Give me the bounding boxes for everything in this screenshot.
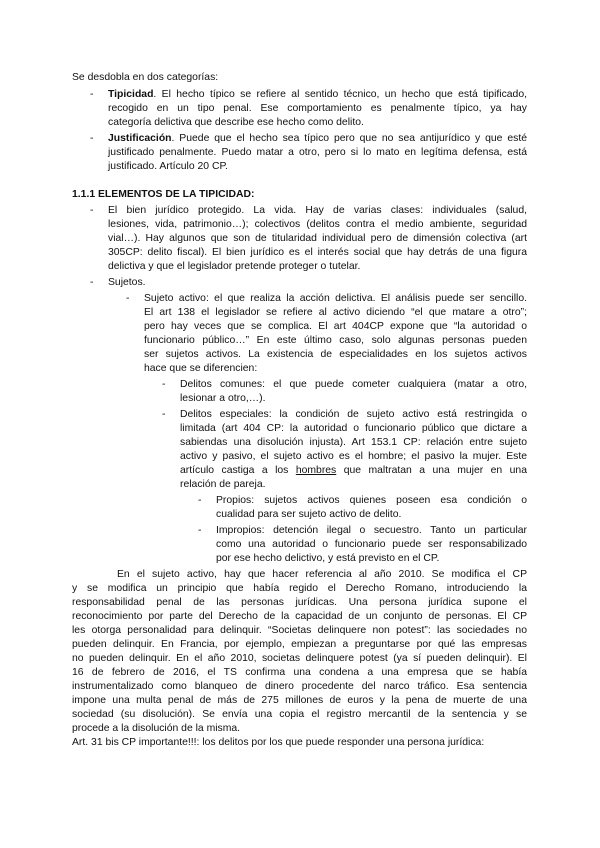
bullet-dash: - xyxy=(90,205,94,216)
sujetos-label: Sujetos. xyxy=(108,277,146,288)
especiales-line-1: Delitos especiales: la condición de sujeto activo está restringida o xyxy=(180,409,527,420)
bien-juridico-line-5: delictiva y que el legislador pretende proteger o tutelar. xyxy=(108,261,361,272)
bullet-dash: - xyxy=(90,133,94,144)
bien-juridico-line-3: vial…). Hay algunos que son de titularidad individual pero de dimensión colectiva (art xyxy=(108,233,527,244)
tipicidad-line-2: recogido en un tipo penal. Ese comportamiento es penalmente típico, ya hay xyxy=(108,103,527,114)
paragraph-line-3: responsabilidad penal de las personas jurídicas. Una persona jurídica supone el xyxy=(72,597,527,608)
section-heading: 1.1.1 ELEMENTOS DE LA TIPICIDAD: xyxy=(72,189,255,200)
sujeto-activo-line-2: El art 138 el legislador se refiere al activo diciendo “el que matare a otro”; xyxy=(144,307,527,318)
paragraph-line-6: pueden delinquir. En Francia, por ejemplo, empiezan a preguntarse por qué las empresas xyxy=(72,639,527,650)
comunes-line-1: Delitos comunes: el que puede cometer cualquiera (matar a otro, xyxy=(180,379,527,390)
bien-juridico-line-4: 305CP: delito fiscal). El bien jurídico es el interés social que hay detrás de una figura xyxy=(108,247,527,258)
bullet-dash: - xyxy=(162,409,166,420)
paragraph-line-5: les otorga personalidad para delinquir. “Societas delinquere non potest”: las sociedades no xyxy=(72,625,527,636)
paragraph-line-2: y se modifica un principio que había regido el Derecho Romano, introduciendo la xyxy=(72,583,527,594)
bullet-dash: - xyxy=(162,379,166,390)
bullet-dash: - xyxy=(198,495,202,506)
sujeto-activo-line-4: funcionario público…” En este último caso, solo algunas personas pueden xyxy=(144,335,527,346)
paragraph-line-1: En el sujeto activo, hay que hacer referencia al año 2010. Se modifica el CP xyxy=(117,569,527,580)
paragraph-line-11: sociedad (su disolución). Se envía una copia el registro mercantil de la sentencia y se xyxy=(72,709,527,720)
especiales-line-4: activo y pasivo, el sujeto activo es el hombre; el pasivo la mujer. Este xyxy=(180,451,527,462)
underlined-word: hombres xyxy=(295,465,337,476)
especiales-line-2: limitada (art 404 CP: la autoridad o funcionario público que dictare a xyxy=(180,423,527,434)
impropios-line-3: por ese hecho delictivo, y está previsto en el CP. xyxy=(216,553,440,564)
bullet-dash: - xyxy=(90,89,94,100)
bullet-dash: - xyxy=(90,277,94,288)
tipicidad-line-3: categoría delictiva que describe ese hecho como delito. xyxy=(108,117,364,128)
bullet-dash: - xyxy=(198,525,202,536)
sujeto-activo-line-3: pero hay veces que se complica. El art 404CP expone que “la autoridad o xyxy=(144,321,527,332)
justificacion-line-2: justificado penalmente. Puedo matar a otro, pero si lo mato en legítima defensa, está xyxy=(108,147,527,158)
propios-line-2: cualidad para ser sujeto activo de delito. xyxy=(216,509,402,520)
bien-juridico-line-2: lesiones, vida, patrimonio…); colectivos (delitos contra el medio ambiente, seguridad xyxy=(108,219,527,230)
sujeto-activo-line-1: Sujeto activo: el que realiza la acción delictiva. El análisis puede ser sencillo. xyxy=(144,293,527,304)
paragraph-line-7: no pueden delinquir. En el año 2010, societas delinquere potest (ya sí pueden delinquir). El xyxy=(72,653,527,664)
art31-line: Art. 31 bis CP importante!!!: los delitos por los que puede responder una persona jurídica: xyxy=(72,737,485,748)
sujeto-activo-line-5: ser sujetos activos. La existencia de especialidades en los sujetos activos xyxy=(144,349,527,360)
paragraph-line-12: procede a la disolución de la misma. xyxy=(72,723,241,734)
intro-line: Se desdobla en dos categorías: xyxy=(72,72,219,83)
bullet-dash: - xyxy=(126,293,130,304)
justificacion-line-1: Justificación. Puede que el hecho sea típico pero que no sea antijurídico y que esté xyxy=(108,133,527,144)
sujeto-activo-line-6: hace que se diferencien: xyxy=(144,363,258,374)
paragraph-line-9: instrumentalizado como blanqueo de dinero procedente del narco tráfico. Esa sentencia xyxy=(72,681,527,692)
paragraph-line-8: 16 de febrero de 2016, el TS confirma una condena a una empresa que se había xyxy=(72,667,527,678)
especiales-line-5: artículo castiga a los hombres que maltratan a una mujer en una xyxy=(180,465,527,476)
propios-line-1: Propios: sujetos activos quienes poseen esa condición o xyxy=(216,495,527,506)
bien-juridico-line-1: El bien jurídico protegido. La vida. Hay de varias clases: individuales (salud, xyxy=(108,205,527,216)
justificacion-term: Justificación xyxy=(108,133,172,144)
impropios-line-1: Impropios: detención ilegal o secuestro. Tanto un particular xyxy=(216,525,527,536)
justificacion-line-3: justificado. Artículo 20 CP. xyxy=(108,161,228,172)
tipicidad-line-1: Tipicidad. El hecho típico se refiere al sentido técnico, un hecho que está tipificado, xyxy=(108,89,527,100)
tipicidad-term: Tipicidad xyxy=(108,89,154,100)
impropios-line-2: como una autoridad o funcionario puede ser responsabilizado xyxy=(216,539,527,550)
comunes-line-2: lesionar a otro,…). xyxy=(180,393,266,404)
especiales-line-6: relación de pareja. xyxy=(180,479,266,490)
paragraph-line-4: reconocimiento por parte del Derecho de la capacidad de un conjunto de personas. El CP xyxy=(72,611,527,622)
especiales-line-3: sabiendas una disolución injusta). Art 153.1 CP: relación entre sujeto xyxy=(180,437,527,448)
paragraph-line-10: impone una multa penal de más de 275 millones de euros y la pena de muerte de una xyxy=(72,695,527,706)
